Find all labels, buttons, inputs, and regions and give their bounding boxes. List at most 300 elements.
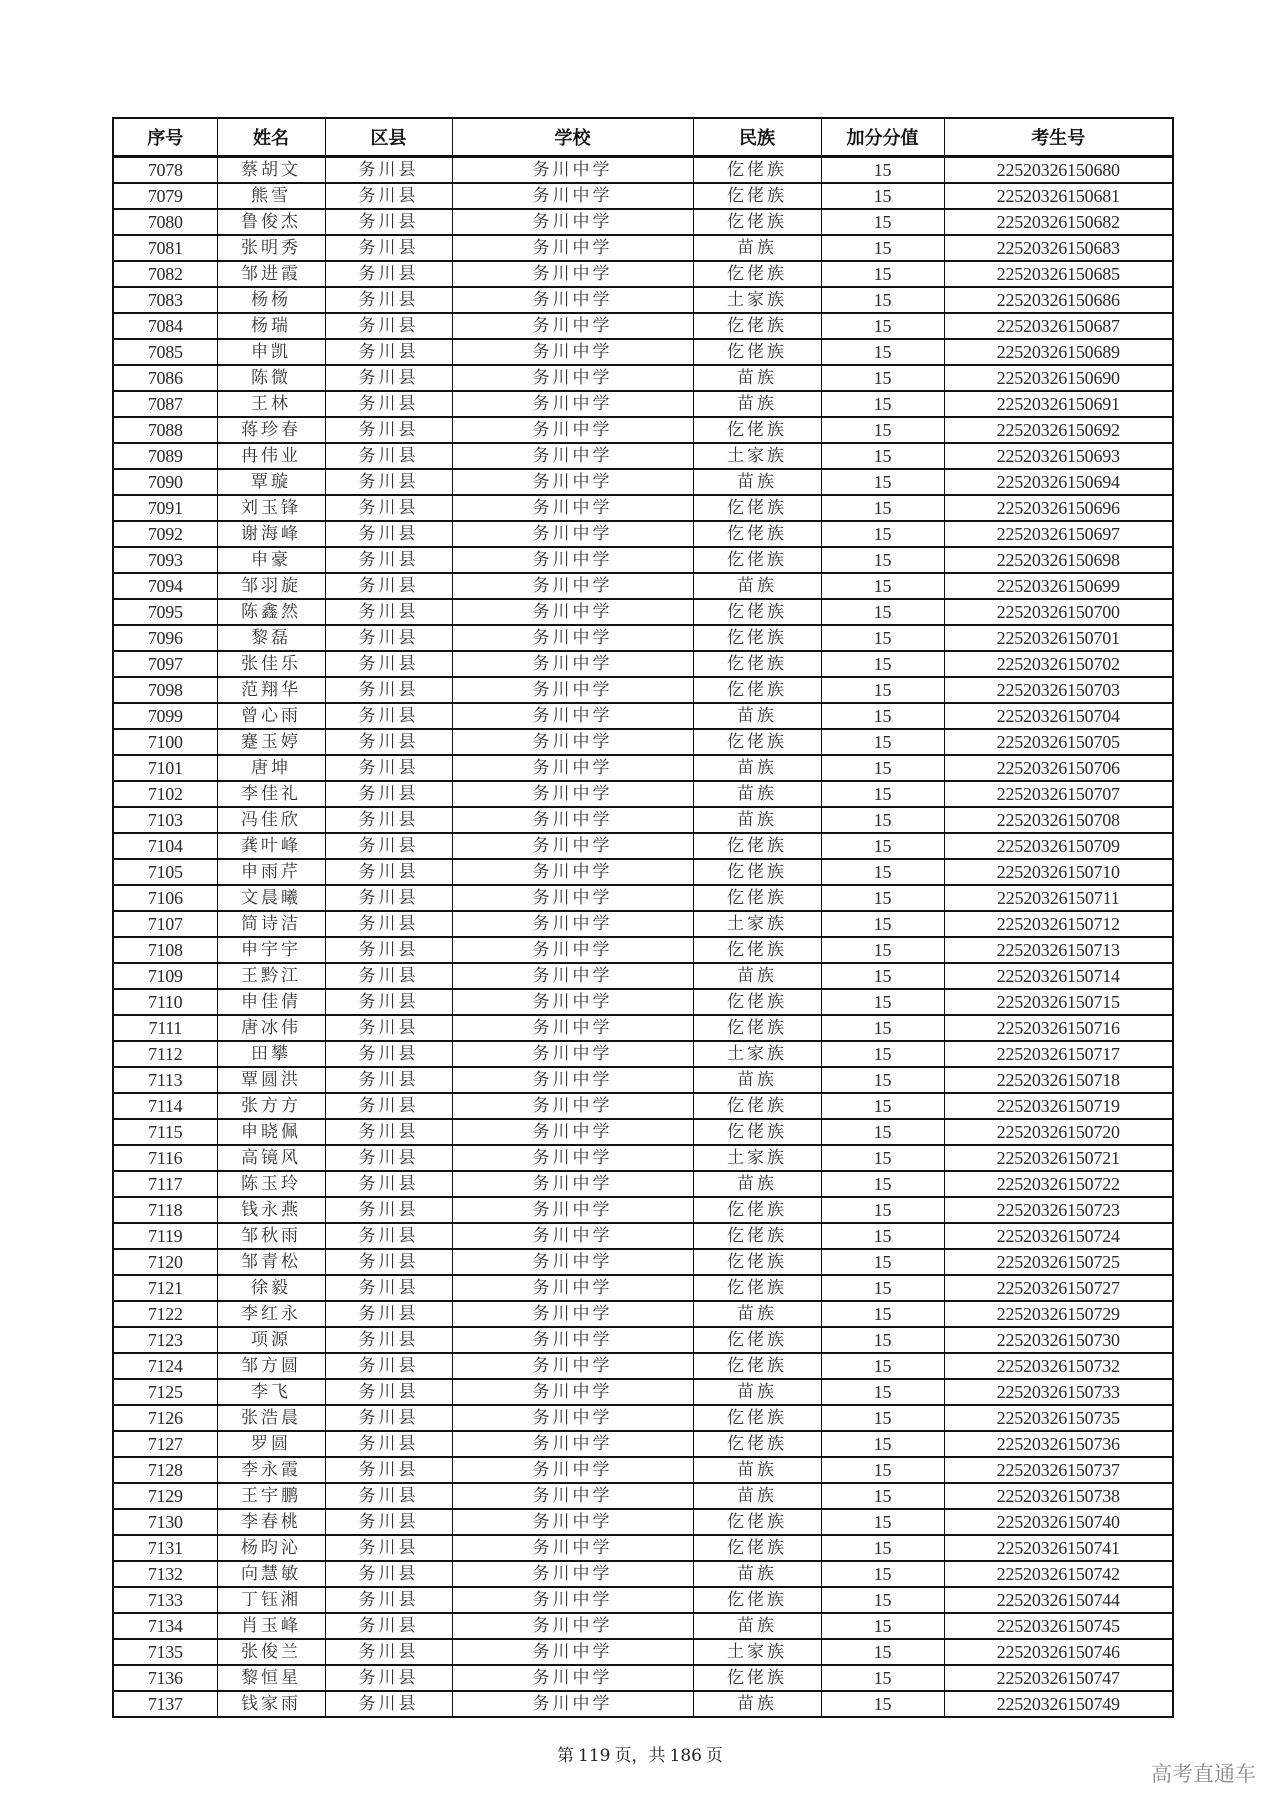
cell-seq: 7092	[113, 521, 217, 547]
cell-name: 申佳倩	[217, 989, 325, 1015]
cell-school: 务川中学	[452, 183, 693, 209]
cell-seq: 7085	[113, 339, 217, 365]
cell-school: 务川中学	[452, 1067, 693, 1093]
cell-exam-id: 22520326150704	[944, 703, 1173, 729]
cell-school: 务川中学	[452, 989, 693, 1015]
cell-school: 务川中学	[452, 1171, 693, 1197]
cell-exam-id: 22520326150694	[944, 469, 1173, 495]
cell-exam-id: 22520326150697	[944, 521, 1173, 547]
cell-name: 张佳乐	[217, 651, 325, 677]
cell-exam-id: 22520326150702	[944, 651, 1173, 677]
cell-exam-id: 22520326150703	[944, 677, 1173, 703]
header-seq: 序号	[113, 118, 217, 157]
bonus-points-table	[112, 117, 1174, 1718]
cell-bonus: 15	[821, 651, 944, 677]
cell-county: 务川县	[325, 209, 452, 235]
table-row	[113, 1093, 1173, 1119]
cell-name: 邹羽旋	[217, 573, 325, 599]
page-mid: 页，共	[614, 1746, 666, 1766]
cell-ethnicity: 仡佬族	[693, 547, 821, 573]
cell-county: 务川县	[325, 1327, 452, 1353]
cell-seq: 7107	[113, 911, 217, 937]
cell-seq: 7087	[113, 391, 217, 417]
cell-bonus: 15	[821, 859, 944, 885]
cell-seq: 7114	[113, 1093, 217, 1119]
cell-county: 务川县	[325, 547, 452, 573]
table-row	[113, 339, 1173, 365]
table-row	[113, 1249, 1173, 1275]
cell-name: 申豪	[217, 547, 325, 573]
cell-county: 务川县	[325, 157, 452, 184]
cell-seq: 7108	[113, 937, 217, 963]
cell-school: 务川中学	[452, 1639, 693, 1665]
cell-bonus: 15	[821, 547, 944, 573]
cell-name: 丁钰湘	[217, 1587, 325, 1613]
cell-county: 务川县	[325, 1431, 452, 1457]
table-row	[113, 625, 1173, 651]
cell-county: 务川县	[325, 937, 452, 963]
cell-county: 务川县	[325, 573, 452, 599]
table-row	[113, 677, 1173, 703]
cell-school: 务川中学	[452, 1665, 693, 1691]
cell-name: 邹方圆	[217, 1353, 325, 1379]
cell-bonus: 15	[821, 443, 944, 469]
cell-name: 王林	[217, 391, 325, 417]
cell-school: 务川中学	[452, 547, 693, 573]
cell-bonus: 15	[821, 599, 944, 625]
cell-county: 务川县	[325, 963, 452, 989]
cell-school: 务川中学	[452, 885, 693, 911]
cell-seq: 7136	[113, 1665, 217, 1691]
cell-bonus: 15	[821, 1015, 944, 1041]
cell-name: 曾心雨	[217, 703, 325, 729]
cell-bonus: 15	[821, 521, 944, 547]
cell-ethnicity: 苗族	[693, 963, 821, 989]
cell-ethnicity: 仡佬族	[693, 183, 821, 209]
cell-bonus: 15	[821, 365, 944, 391]
cell-seq: 7137	[113, 1691, 217, 1717]
cell-county: 务川县	[325, 417, 452, 443]
cell-school: 务川中学	[452, 495, 693, 521]
cell-ethnicity: 苗族	[693, 573, 821, 599]
table-row	[113, 469, 1173, 495]
cell-seq: 7091	[113, 495, 217, 521]
watermark-text: 高考直通车	[1151, 1762, 1256, 1786]
cell-bonus: 15	[821, 1119, 944, 1145]
cell-seq: 7105	[113, 859, 217, 885]
cell-exam-id: 22520326150680	[944, 157, 1173, 184]
cell-ethnicity: 土家族	[693, 1041, 821, 1067]
table-row	[113, 1223, 1173, 1249]
table-row	[113, 1405, 1173, 1431]
table-row	[113, 1431, 1173, 1457]
cell-county: 务川县	[325, 885, 452, 911]
cell-ethnicity: 苗族	[693, 469, 821, 495]
cell-school: 务川中学	[452, 1483, 693, 1509]
cell-county: 务川县	[325, 1041, 452, 1067]
cell-name: 刘玉锋	[217, 495, 325, 521]
cell-seq: 7104	[113, 833, 217, 859]
cell-school: 务川中学	[452, 911, 693, 937]
cell-bonus: 15	[821, 183, 944, 209]
cell-bonus: 15	[821, 1041, 944, 1067]
cell-seq: 7102	[113, 781, 217, 807]
cell-exam-id: 22520326150720	[944, 1119, 1173, 1145]
cell-ethnicity: 仡佬族	[693, 1223, 821, 1249]
cell-seq: 7083	[113, 287, 217, 313]
cell-exam-id: 22520326150685	[944, 261, 1173, 287]
header-exam-id: 考生号	[944, 118, 1173, 157]
cell-bonus: 15	[821, 209, 944, 235]
header-name: 姓名	[217, 118, 325, 157]
cell-name: 李永霞	[217, 1457, 325, 1483]
cell-seq: 7132	[113, 1561, 217, 1587]
cell-bonus: 15	[821, 1327, 944, 1353]
cell-school: 务川中学	[452, 573, 693, 599]
cell-ethnicity: 苗族	[693, 1613, 821, 1639]
cell-exam-id: 22520326150690	[944, 365, 1173, 391]
cell-school: 务川中学	[452, 781, 693, 807]
table-row	[113, 1353, 1173, 1379]
cell-school: 务川中学	[452, 651, 693, 677]
cell-ethnicity: 仡佬族	[693, 1509, 821, 1535]
cell-county: 务川县	[325, 313, 452, 339]
cell-bonus: 15	[821, 885, 944, 911]
cell-county: 务川县	[325, 1067, 452, 1093]
cell-seq: 7124	[113, 1353, 217, 1379]
cell-school: 务川中学	[452, 1327, 693, 1353]
cell-ethnicity: 仡佬族	[693, 1015, 821, 1041]
cell-county: 务川县	[325, 911, 452, 937]
page-suffix: 页	[705, 1746, 723, 1766]
cell-school: 务川中学	[452, 209, 693, 235]
cell-name: 覃圆洪	[217, 1067, 325, 1093]
cell-bonus: 15	[821, 1691, 944, 1717]
cell-ethnicity: 仡佬族	[693, 677, 821, 703]
table-row	[113, 1327, 1173, 1353]
cell-ethnicity: 仡佬族	[693, 1119, 821, 1145]
cell-bonus: 15	[821, 469, 944, 495]
cell-school: 务川中学	[452, 1509, 693, 1535]
cell-school: 务川中学	[452, 235, 693, 261]
table-row	[113, 157, 1173, 184]
cell-ethnicity: 苗族	[693, 1483, 821, 1509]
cell-name: 覃璇	[217, 469, 325, 495]
cell-bonus: 15	[821, 1405, 944, 1431]
cell-ethnicity: 苗族	[693, 703, 821, 729]
cell-exam-id: 22520326150738	[944, 1483, 1173, 1509]
cell-seq: 7093	[113, 547, 217, 573]
cell-ethnicity: 土家族	[693, 443, 821, 469]
cell-bonus: 15	[821, 1457, 944, 1483]
cell-bonus: 15	[821, 1197, 944, 1223]
cell-exam-id: 22520326150716	[944, 1015, 1173, 1041]
cell-school: 务川中学	[452, 1691, 693, 1717]
cell-county: 务川县	[325, 521, 452, 547]
cell-ethnicity: 苗族	[693, 365, 821, 391]
cell-county: 务川县	[325, 703, 452, 729]
cell-ethnicity: 苗族	[693, 1379, 821, 1405]
table-row	[113, 547, 1173, 573]
cell-exam-id: 22520326150721	[944, 1145, 1173, 1171]
cell-county: 务川县	[325, 1171, 452, 1197]
cell-seq: 7116	[113, 1145, 217, 1171]
cell-bonus: 15	[821, 1301, 944, 1327]
cell-county: 务川县	[325, 651, 452, 677]
cell-school: 务川中学	[452, 807, 693, 833]
cell-county: 务川县	[325, 1015, 452, 1041]
cell-seq: 7126	[113, 1405, 217, 1431]
cell-seq: 7131	[113, 1535, 217, 1561]
cell-bonus: 15	[821, 1275, 944, 1301]
table-row	[113, 209, 1173, 235]
cell-county: 务川县	[325, 1405, 452, 1431]
cell-name: 陈鑫然	[217, 599, 325, 625]
cell-exam-id: 22520326150749	[944, 1691, 1173, 1717]
cell-name: 谢海峰	[217, 521, 325, 547]
cell-ethnicity: 仡佬族	[693, 209, 821, 235]
cell-ethnicity: 仡佬族	[693, 1275, 821, 1301]
cell-county: 务川县	[325, 1353, 452, 1379]
cell-name: 蔡胡文	[217, 157, 325, 184]
table-row	[113, 1483, 1173, 1509]
cell-exam-id: 22520326150736	[944, 1431, 1173, 1457]
cell-seq: 7078	[113, 157, 217, 184]
cell-school: 务川中学	[452, 1535, 693, 1561]
cell-seq: 7130	[113, 1509, 217, 1535]
cell-exam-id: 22520326150692	[944, 417, 1173, 443]
cell-school: 务川中学	[452, 521, 693, 547]
cell-name: 李佳礼	[217, 781, 325, 807]
cell-bonus: 15	[821, 157, 944, 184]
cell-ethnicity: 仡佬族	[693, 1093, 821, 1119]
cell-school: 务川中学	[452, 469, 693, 495]
cell-bonus: 15	[821, 1145, 944, 1171]
cell-seq: 7106	[113, 885, 217, 911]
cell-name: 邹进霞	[217, 261, 325, 287]
table-row	[113, 1379, 1173, 1405]
table-row	[113, 183, 1173, 209]
cell-seq: 7134	[113, 1613, 217, 1639]
cell-ethnicity: 苗族	[693, 1561, 821, 1587]
cell-name: 申晓佩	[217, 1119, 325, 1145]
table-row	[113, 1041, 1173, 1067]
cell-exam-id: 22520326150712	[944, 911, 1173, 937]
cell-bonus: 15	[821, 495, 944, 521]
cell-county: 务川县	[325, 1509, 452, 1535]
cell-bonus: 15	[821, 261, 944, 287]
cell-ethnicity: 仡佬族	[693, 1431, 821, 1457]
cell-county: 务川县	[325, 599, 452, 625]
cell-ethnicity: 苗族	[693, 1691, 821, 1717]
cell-county: 务川县	[325, 495, 452, 521]
cell-ethnicity: 土家族	[693, 287, 821, 313]
cell-ethnicity: 仡佬族	[693, 937, 821, 963]
cell-county: 务川县	[325, 183, 452, 209]
cell-exam-id: 22520326150737	[944, 1457, 1173, 1483]
cell-ethnicity: 仡佬族	[693, 1535, 821, 1561]
cell-ethnicity: 仡佬族	[693, 989, 821, 1015]
cell-county: 务川县	[325, 469, 452, 495]
table-row	[113, 1457, 1173, 1483]
cell-school: 务川中学	[452, 443, 693, 469]
cell-county: 务川县	[325, 625, 452, 651]
cell-name: 鲁俊杰	[217, 209, 325, 235]
cell-exam-id: 22520326150698	[944, 547, 1173, 573]
cell-bonus: 15	[821, 573, 944, 599]
cell-bonus: 15	[821, 1639, 944, 1665]
cell-name: 张方方	[217, 1093, 325, 1119]
table-row	[113, 573, 1173, 599]
cell-name: 钱家雨	[217, 1691, 325, 1717]
table-row	[113, 1587, 1173, 1613]
cell-county: 务川县	[325, 1197, 452, 1223]
cell-seq: 7095	[113, 599, 217, 625]
cell-exam-id: 22520326150710	[944, 859, 1173, 885]
cell-exam-id: 22520326150714	[944, 963, 1173, 989]
table-body	[113, 157, 1173, 1718]
table-row	[113, 1691, 1173, 1717]
cell-name: 邹青松	[217, 1249, 325, 1275]
table-row	[113, 1613, 1173, 1639]
cell-seq: 7121	[113, 1275, 217, 1301]
cell-bonus: 15	[821, 1535, 944, 1561]
cell-name: 黎恒星	[217, 1665, 325, 1691]
table-header-row	[113, 118, 1173, 157]
cell-seq: 7129	[113, 1483, 217, 1509]
cell-bonus: 15	[821, 1613, 944, 1639]
header-bonus: 加分分值	[821, 118, 944, 157]
cell-name: 王宇鹏	[217, 1483, 325, 1509]
cell-ethnicity: 仡佬族	[693, 599, 821, 625]
cell-exam-id: 22520326150707	[944, 781, 1173, 807]
cell-seq: 7111	[113, 1015, 217, 1041]
cell-name: 蹇玉婷	[217, 729, 325, 755]
cell-bonus: 15	[821, 1665, 944, 1691]
table-row	[113, 1301, 1173, 1327]
table-row	[113, 1197, 1173, 1223]
table-row	[113, 521, 1173, 547]
cell-bonus: 15	[821, 755, 944, 781]
cell-school: 务川中学	[452, 1041, 693, 1067]
cell-seq: 7117	[113, 1171, 217, 1197]
cell-school: 务川中学	[452, 1301, 693, 1327]
cell-county: 务川县	[325, 859, 452, 885]
cell-exam-id: 22520326150701	[944, 625, 1173, 651]
cell-school: 务川中学	[452, 417, 693, 443]
cell-county: 务川县	[325, 1379, 452, 1405]
cell-seq: 7103	[113, 807, 217, 833]
table-row	[113, 703, 1173, 729]
cell-county: 务川县	[325, 443, 452, 469]
cell-name: 陈玉玲	[217, 1171, 325, 1197]
cell-seq: 7118	[113, 1197, 217, 1223]
table-row	[113, 1171, 1173, 1197]
cell-county: 务川县	[325, 1223, 452, 1249]
cell-exam-id: 22520326150744	[944, 1587, 1173, 1613]
table-row	[113, 885, 1173, 911]
cell-exam-id: 22520326150718	[944, 1067, 1173, 1093]
table-row	[113, 1665, 1173, 1691]
cell-bonus: 15	[821, 339, 944, 365]
cell-school: 务川中学	[452, 677, 693, 703]
cell-county: 务川县	[325, 1535, 452, 1561]
cell-name: 钱永燕	[217, 1197, 325, 1223]
cell-county: 务川县	[325, 339, 452, 365]
cell-name: 申凯	[217, 339, 325, 365]
cell-ethnicity: 土家族	[693, 1145, 821, 1171]
cell-county: 务川县	[325, 1145, 452, 1171]
cell-ethnicity: 苗族	[693, 1301, 821, 1327]
cell-seq: 7113	[113, 1067, 217, 1093]
cell-exam-id: 22520326150724	[944, 1223, 1173, 1249]
cell-seq: 7099	[113, 703, 217, 729]
cell-bonus: 15	[821, 1587, 944, 1613]
table-row	[113, 599, 1173, 625]
cell-school: 务川中学	[452, 1587, 693, 1613]
cell-school: 务川中学	[452, 261, 693, 287]
cell-name: 文晨曦	[217, 885, 325, 911]
cell-bonus: 15	[821, 1379, 944, 1405]
table-row	[113, 287, 1173, 313]
table-row	[113, 1561, 1173, 1587]
page-number-footer	[0, 1741, 1280, 1766]
cell-exam-id: 22520326150691	[944, 391, 1173, 417]
cell-seq: 7133	[113, 1587, 217, 1613]
cell-county: 务川县	[325, 1119, 452, 1145]
table-row	[113, 937, 1173, 963]
cell-seq: 7128	[113, 1457, 217, 1483]
cell-seq: 7101	[113, 755, 217, 781]
cell-county: 务川县	[325, 287, 452, 313]
cell-name: 蒋珍春	[217, 417, 325, 443]
table-row	[113, 1639, 1173, 1665]
cell-exam-id: 22520326150709	[944, 833, 1173, 859]
cell-name: 李飞	[217, 1379, 325, 1405]
cell-seq: 7081	[113, 235, 217, 261]
table-row	[113, 495, 1173, 521]
cell-bonus: 15	[821, 937, 944, 963]
cell-county: 务川县	[325, 1665, 452, 1691]
cell-exam-id: 22520326150696	[944, 495, 1173, 521]
cell-school: 务川中学	[452, 937, 693, 963]
cell-school: 务川中学	[452, 287, 693, 313]
cell-school: 务川中学	[452, 1249, 693, 1275]
cell-seq: 7097	[113, 651, 217, 677]
cell-school: 务川中学	[452, 365, 693, 391]
cell-school: 务川中学	[452, 313, 693, 339]
cell-county: 务川县	[325, 391, 452, 417]
cell-ethnicity: 苗族	[693, 1171, 821, 1197]
cell-ethnicity: 仡佬族	[693, 1665, 821, 1691]
cell-seq: 7119	[113, 1223, 217, 1249]
cell-name: 田攀	[217, 1041, 325, 1067]
cell-bonus: 15	[821, 781, 944, 807]
cell-school: 务川中学	[452, 1275, 693, 1301]
cell-name: 龚叶峰	[217, 833, 325, 859]
cell-bonus: 15	[821, 1093, 944, 1119]
cell-ethnicity: 仡佬族	[693, 1197, 821, 1223]
cell-ethnicity: 苗族	[693, 235, 821, 261]
cell-ethnicity: 仡佬族	[693, 339, 821, 365]
cell-name: 王黔江	[217, 963, 325, 989]
cell-exam-id: 22520326150693	[944, 443, 1173, 469]
cell-school: 务川中学	[452, 1093, 693, 1119]
table-row	[113, 963, 1173, 989]
cell-seq: 7135	[113, 1639, 217, 1665]
cell-bonus: 15	[821, 417, 944, 443]
cell-name: 杨昀沁	[217, 1535, 325, 1561]
